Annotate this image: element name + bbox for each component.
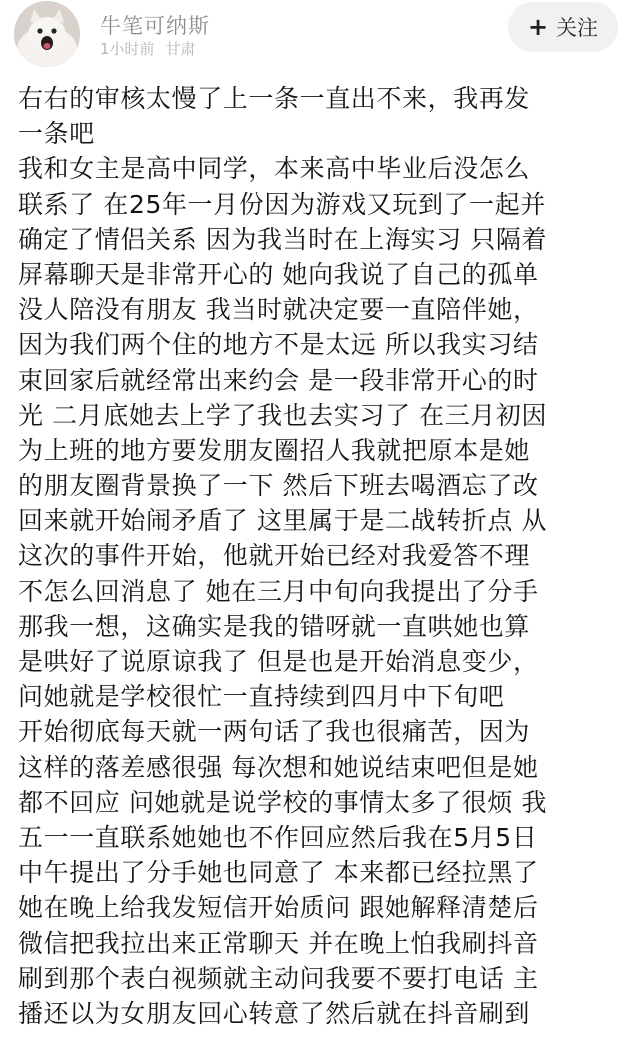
- follow-button[interactable]: [508, 2, 618, 52]
- post-text-line: 没人陪没有朋友 我当时就决定要一直陪伴她，: [18, 295, 539, 325]
- post-text-line: 右右的审核太慢了上一条一直出不来，我再发: [18, 84, 531, 113]
- post-text-line: 那我一想，这确实是我的错呀就一直哄她也算: [18, 611, 531, 641]
- post-text-line: 开始彻底每天就一两句话了我也很痛苦，因为: [18, 717, 531, 747]
- post-text-line: 刷到那个表白视频就主动问我要不要打电话 主: [18, 963, 539, 993]
- post-text-line: 她在晚上给我发短信开始质问 跟她解释清楚后: [18, 893, 539, 923]
- avatar[interactable]: [14, 1, 80, 67]
- post-text-line: 屏幕聊天是非常开心的 她向我说了自己的孤单: [18, 259, 539, 289]
- post-text-line: 为上班的地方要发朋友圈招人我就把原本是她: [18, 435, 531, 465]
- post-time: 1小时前: [100, 40, 155, 58]
- post-text-line: 光 二月底她去上学了我也去实习了 在三月初因: [18, 400, 548, 430]
- post-text-line: 的朋友圈背景换了一下 然后下班去喝酒忘了改: [18, 471, 539, 501]
- post-text-line: 确定了情侣关系 因为我当时在上海实习 只隔着: [18, 224, 548, 254]
- post-text-line: 这次的事件开始，他就开始已经对我爱答不理: [18, 541, 531, 571]
- post-location: 甘肃: [165, 40, 196, 58]
- post-text-line: 微信把我拉出来正常聊天 并在晚上怕我刷抖音: [18, 928, 539, 958]
- post-text-line: 播还以为女朋友回心转意了然后就在抖音刷到: [18, 998, 531, 1028]
- post-meta: [100, 38, 195, 59]
- post-header: [0, 0, 642, 70]
- post-text-line: 联系了 在25年一月份因为游戏又玩到了一起并: [18, 189, 546, 219]
- post-text-line: 五一一直联系她她也不作回应然后我在5月5日: [18, 822, 538, 852]
- post-text-line: 中午提出了分手她也同意了 本来都已经拉黑了: [18, 858, 539, 888]
- post-text-line: 是哄好了说原谅我了 但是也是开始消息变少，: [18, 647, 539, 676]
- post-text-line: 回来就开始闹矛盾了 这里属于是二战转折点 从: [18, 506, 548, 536]
- post-text-line: 束回家后就经常出来约会 是一段非常开心的时: [18, 365, 539, 395]
- post-text-line: 这样的落差感很强 每次想和她说结束吧但是她: [18, 752, 539, 782]
- post-text-line: 一条吧: [18, 119, 95, 149]
- post-text-line: 因为我们两个住的地方不是太远 所以我实习结: [18, 330, 539, 360]
- follow-label: 关注: [556, 16, 599, 40]
- post-text-line: 不怎么回消息了 她在三月中旬向我提出了分手: [18, 576, 539, 606]
- plus-icon: +: [527, 13, 549, 41]
- post-text-line: 问她就是学校很忙一直持续到四月中下旬吧: [18, 682, 505, 712]
- username[interactable]: 牛笔可纳斯: [100, 14, 210, 38]
- post-body: [18, 81, 628, 1031]
- post-text-line: 都不回应 问她就是说学校的事情太多了很烦 我: [18, 787, 548, 817]
- post-text-line: 我和女主是高中同学，本来高中毕业后没怎么: [18, 154, 531, 184]
- cat-avatar-icon: [14, 1, 80, 67]
